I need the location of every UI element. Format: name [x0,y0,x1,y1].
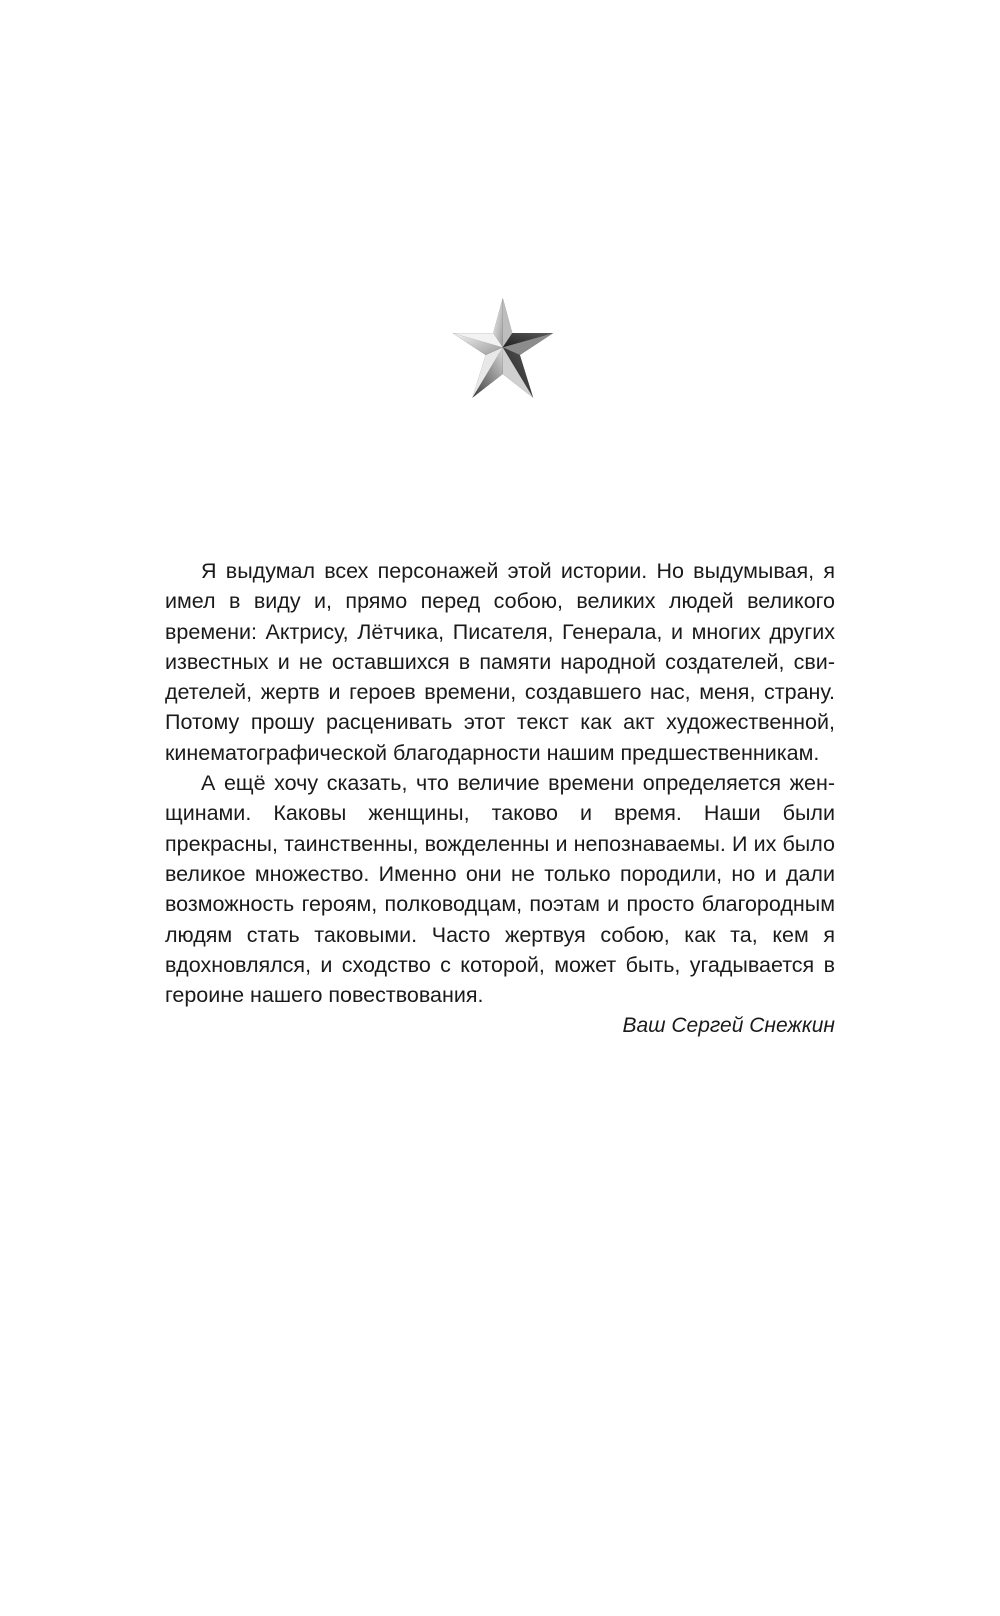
paragraph-1: Я выдумал всех персонажей этой истории. Но выдумывая, я имел в виду и, прямо перед собою, великих людей великого времени: Актрису, Лётчика, Писателя, Генерала, и многих других известных и не оставшихся в памяти народной создателей, свидетелей, жертв и героев времени, создавшего нас, меня, страну. Потому прошу расценивать этот текст как акт художественной, кинематографической благодарности нашим предшественникам. [165,559,835,765]
paragraph-2: А ещё хочу сказать, что величие времени определяется женщинами. Каковы женщины, таково и время. Наши были прекрасны, таинственны, вожделенны и непознаваемы. И их было великое множество. Именно они не только породили, но и дали возможность героям, полководцам, поэтам и просто благородным людям стать таковыми. Часто жертвуя собою, как та, кем я вдохновлялся, и сходство с которой, может быть, угадывается в героине нашего повествования. [165,771,835,1008]
five-pointed-star-icon [445,290,565,410]
body-text [165,556,835,1010]
author-signature: Ваш Сергей Снежкин [622,1014,835,1037]
